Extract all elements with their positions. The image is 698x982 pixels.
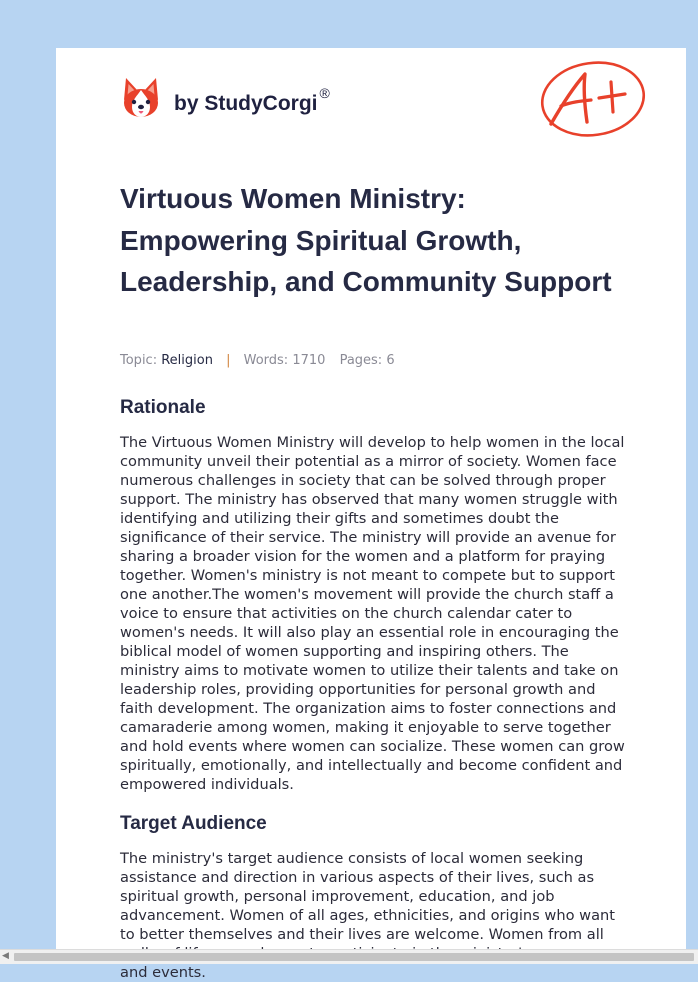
topic-label: Topic:	[120, 353, 158, 368]
page-count: Pages: 6	[339, 353, 395, 368]
document-meta	[120, 353, 395, 368]
document-page	[56, 48, 686, 981]
meta-separator: |	[226, 353, 231, 368]
section-body-target-audience: The ministry's target audience consists of local women seeking assistance and direction in various aspects of their lives, such as spiritual growth, personal improvement, education, and job advancement. Women of all ages, ethnicities, and origins who want to better themselves and their lives are welcome. Women from all and events.	[120, 850, 615, 981]
section-body-rationale: The Virtuous Women Ministry will develop to help women in the local community unveil their potential as a mirror of society. Women face numerous challenges in society that can be solved through proper support. The ministry has observed that many women struggle with identifying and utilizing their gifts and sometimes doubt the significance of their service. The ministry will provide an avenue for sharing a broader vision for the women and a platform for praying together. Women's ministry is not meant to compete but to support one another.The women's movement will provide the church staff a voice to ensure that activities on the church calendar cater to women's needs. It will also play an essential role in encouraging the biblical model of women supporting and inspiring others. The ministry aims to motivate women to utilize their talents and take on leadership roles, providing opportunities for personal growth and faith development. The organization aims to foster connections and camaraderie among women, making it enjoyable to serve together and hold events where women can socialize. These women can grow spiritually, emotionally, and intellectually and become confident and empowered individuals.	[120, 434, 625, 793]
brand-text: by StudyCorgi	[174, 91, 318, 115]
word-count: Words: 1710	[243, 353, 326, 368]
horizontal-scrollbar[interactable]	[0, 949, 698, 964]
registered-mark: ®	[319, 84, 330, 101]
corgi-icon	[121, 76, 161, 120]
brand-name	[174, 84, 330, 116]
document-title: Virtuous Women Ministry: Empowering Spiritual Growth, Leadership, and Community Support	[120, 183, 612, 297]
topic-link[interactable]: Religion	[161, 353, 213, 368]
section-heading-rationale: Rationale	[120, 397, 206, 418]
a-plus-badge-icon	[539, 60, 647, 140]
studycorgi-logo[interactable]	[121, 76, 330, 120]
scroll-left-arrow-icon[interactable]: ◀	[2, 951, 9, 961]
section-heading-target-audience: Target Audience	[120, 813, 267, 834]
scrollbar-thumb[interactable]	[14, 953, 694, 961]
